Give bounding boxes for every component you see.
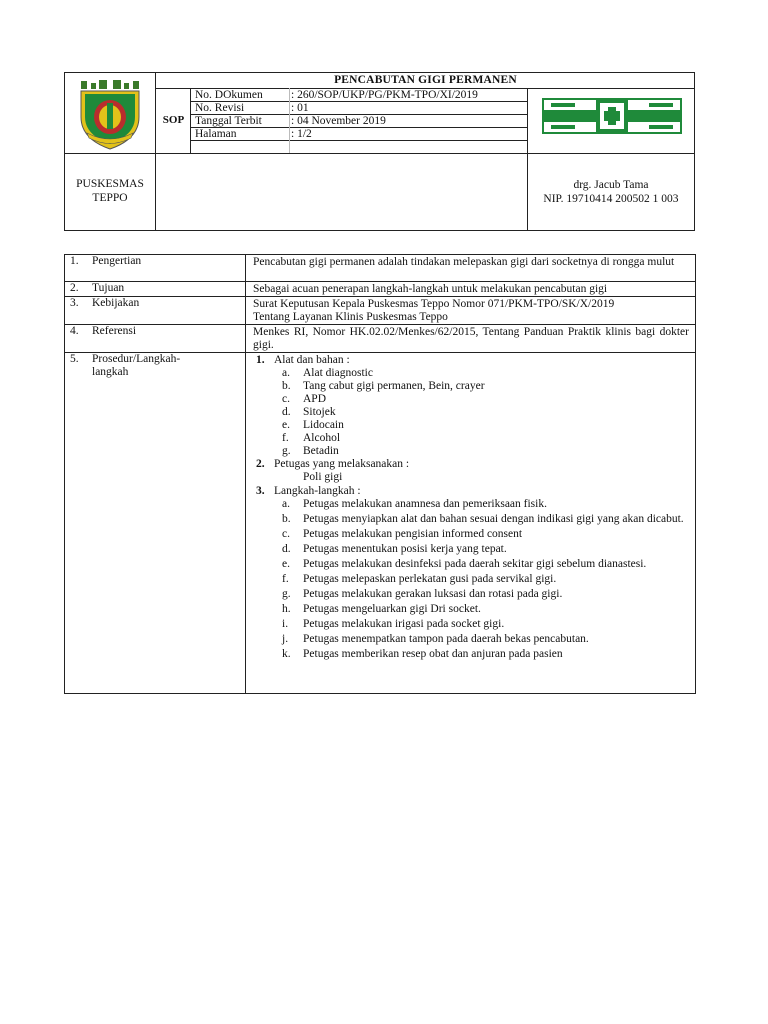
- list-item: [253, 393, 689, 406]
- section-number: 1.: [256, 354, 265, 366]
- row-number: 3.: [70, 297, 79, 309]
- list-item-marker: h.: [282, 603, 291, 615]
- sop-content-table: [64, 254, 696, 694]
- list-item-marker: f.: [282, 573, 289, 585]
- sop-label: SOP: [162, 114, 185, 126]
- table-row: [65, 255, 696, 282]
- meta-value: : 04 November 2019: [291, 115, 386, 127]
- list-item-marker: c.: [282, 393, 290, 405]
- list-item-marker: e.: [282, 558, 290, 570]
- header-divider: [527, 88, 528, 231]
- regency-crest-icon: [73, 79, 147, 151]
- row-label-cell: [65, 255, 246, 282]
- row-number: 4.: [70, 325, 79, 337]
- row-number: 2.: [70, 282, 79, 294]
- header-divider: [190, 140, 527, 141]
- list-item-text: Tang cabut gigi permanen, Bein, crayer: [303, 380, 485, 392]
- row-content: Pencabutan gigi permanen adalah tindakan melepaskan gigi dari socketnya di rongga mulut: [246, 255, 696, 282]
- meta-key: No. Revisi: [195, 102, 245, 114]
- row-label-cell: [65, 325, 246, 353]
- list-item-marker: a.: [282, 367, 290, 379]
- signatory: [527, 178, 695, 206]
- list-item-text: Sitojek: [303, 406, 336, 418]
- meta-key: Halaman: [195, 128, 237, 140]
- procedure-content: [246, 353, 696, 694]
- list-item-marker: d.: [282, 543, 291, 555]
- list-item: [253, 432, 689, 445]
- meta-value: : 01: [291, 102, 309, 114]
- list-item-marker: g.: [282, 445, 291, 457]
- list-item-marker: b.: [282, 513, 291, 525]
- row-label-cell: [65, 297, 246, 325]
- list-item: [253, 513, 689, 526]
- list-item-marker: e.: [282, 419, 290, 431]
- list-item-marker: g.: [282, 588, 291, 600]
- list-item-text: Petugas melakukan pengisian informed consent: [303, 528, 523, 540]
- list-item-marker: f.: [282, 432, 289, 444]
- section-title: Langkah-langkah :: [274, 485, 361, 497]
- list-item: [253, 380, 689, 393]
- meta-key: Tanggal Terbit: [195, 115, 262, 127]
- list-item-text: APD: [303, 393, 327, 405]
- row-content: [246, 297, 696, 325]
- row-number: 5.: [70, 353, 79, 365]
- table-row: [65, 325, 696, 353]
- meta-value: : 1/2: [291, 128, 312, 140]
- row-content-line: Surat Keputusan Kepala Puskesmas Teppo Nomor 071/PKM-TPO/SK/X/2019: [253, 298, 615, 310]
- row-label: Kebijakan: [92, 297, 140, 309]
- section-title: Petugas yang melaksanakan :: [274, 458, 410, 470]
- organization-line: TEPPO: [92, 192, 128, 204]
- puskesmas-cross-logo-icon: [541, 95, 683, 137]
- list-item-text: Petugas mengeluarkan gigi Dri socket.: [303, 603, 481, 615]
- list-item: [253, 648, 689, 661]
- list-item-text: Petugas menempatkan tampon pada daerah bekas pencabutan.: [303, 633, 589, 645]
- list-item: [253, 558, 689, 571]
- list-item-text: Petugas memberikan resep obat dan anjuran pada pasien: [303, 648, 563, 660]
- list-item-marker: k.: [282, 648, 291, 660]
- list-item: [253, 528, 689, 541]
- table-row: [65, 282, 696, 297]
- row-content-line: Tentang Layanan Klinis Puskesmas Teppo: [253, 311, 448, 323]
- list-item: [253, 603, 689, 616]
- list-item-text: Petugas melakukan irigasi pada socket gigi.: [303, 618, 505, 630]
- document-title: PENCABUTAN GIGI PERMANEN: [334, 74, 517, 86]
- section-number: 3.: [256, 485, 265, 497]
- row-label-cell: [65, 282, 246, 297]
- list-item-text: Petugas menentukan posisi kerja yang tepat.: [303, 543, 507, 555]
- list-item: [253, 498, 689, 511]
- list-item-text: Alat diagnostic: [303, 367, 373, 379]
- list-item-text: Petugas menyiapkan alat dan bahan sesuai dengan indikasi gigi yang akan dicabut.: [303, 513, 684, 525]
- list-item-text: Petugas melepaskan perlekatan gusi pada servikal gigi.: [303, 573, 557, 585]
- meta-key: No. DOkumen: [195, 89, 263, 101]
- list-item-text: Petugas melakukan desinfeksi pada daerah sekitar gigi sebelum dianastesi.: [303, 558, 647, 570]
- table-row: [65, 353, 696, 694]
- list-item-text: Petugas melakukan anamnesa dan pemeriksaan fisik.: [303, 498, 547, 510]
- procedure-section: [253, 354, 689, 367]
- row-label: Pengertian: [92, 255, 142, 267]
- row-label: [92, 353, 180, 379]
- list-item-marker: a.: [282, 498, 290, 510]
- row-content: Menkes RI, Nomor HK.02.02/Menkes/62/2015, Tentang Panduan Praktik klinis bagi dokter gigi.: [246, 325, 696, 353]
- list-item-text: Petugas melakukan gerakan luksasi dan rotasi pada gigi.: [303, 588, 563, 600]
- signer-name: drg. Jacub Tama: [573, 179, 649, 191]
- section-title: Alat dan bahan :: [274, 354, 350, 366]
- list-item-text: Lidocain: [303, 419, 344, 431]
- table-row: [65, 297, 696, 325]
- list-item-marker: b.: [282, 380, 291, 392]
- list-item: [253, 419, 689, 432]
- list-item: [253, 367, 689, 380]
- row-label-line: Prosedur/Langkah-: [92, 353, 181, 365]
- organization-line: PUSKESMAS: [76, 178, 144, 190]
- meta-value: : 260/SOP/UKP/PG/PKM-TPO/XI/2019: [291, 89, 478, 101]
- list-item: [253, 406, 689, 419]
- row-label: Tujuan: [92, 282, 125, 294]
- row-label-cell: [65, 353, 246, 694]
- document-header: [64, 72, 695, 231]
- list-item: [253, 633, 689, 646]
- list-item-text: Alcohol: [303, 432, 341, 444]
- header-divider: [289, 88, 290, 153]
- steps-list: [253, 498, 689, 661]
- row-number: 1.: [70, 255, 79, 267]
- organization-name: [65, 177, 155, 205]
- section-value: Poli gigi: [303, 471, 343, 483]
- header-divider: [65, 153, 695, 154]
- list-item: [253, 573, 689, 586]
- list-item-marker: j.: [282, 633, 289, 645]
- list-item: [253, 543, 689, 556]
- signer-nip: NIP. 19710414 200502 1 003: [543, 193, 679, 205]
- row-content: Sebagai acuan penerapan langkah-langkah untuk melakukan pencabutan gigi: [246, 282, 696, 297]
- list-item: [253, 588, 689, 601]
- procedure-section: [253, 485, 689, 498]
- list-item-marker: c.: [282, 528, 290, 540]
- list-item-text: Betadin: [303, 445, 339, 457]
- row-label: Referensi: [92, 325, 137, 337]
- list-item: [253, 445, 689, 458]
- row-label-line: langkah: [92, 366, 129, 378]
- list-item-marker: d.: [282, 406, 291, 418]
- list-item-marker: i.: [282, 618, 289, 630]
- tools-list: [253, 367, 689, 458]
- procedure-section: [253, 458, 689, 471]
- list-item: [253, 618, 689, 631]
- section-number: 2.: [256, 458, 265, 470]
